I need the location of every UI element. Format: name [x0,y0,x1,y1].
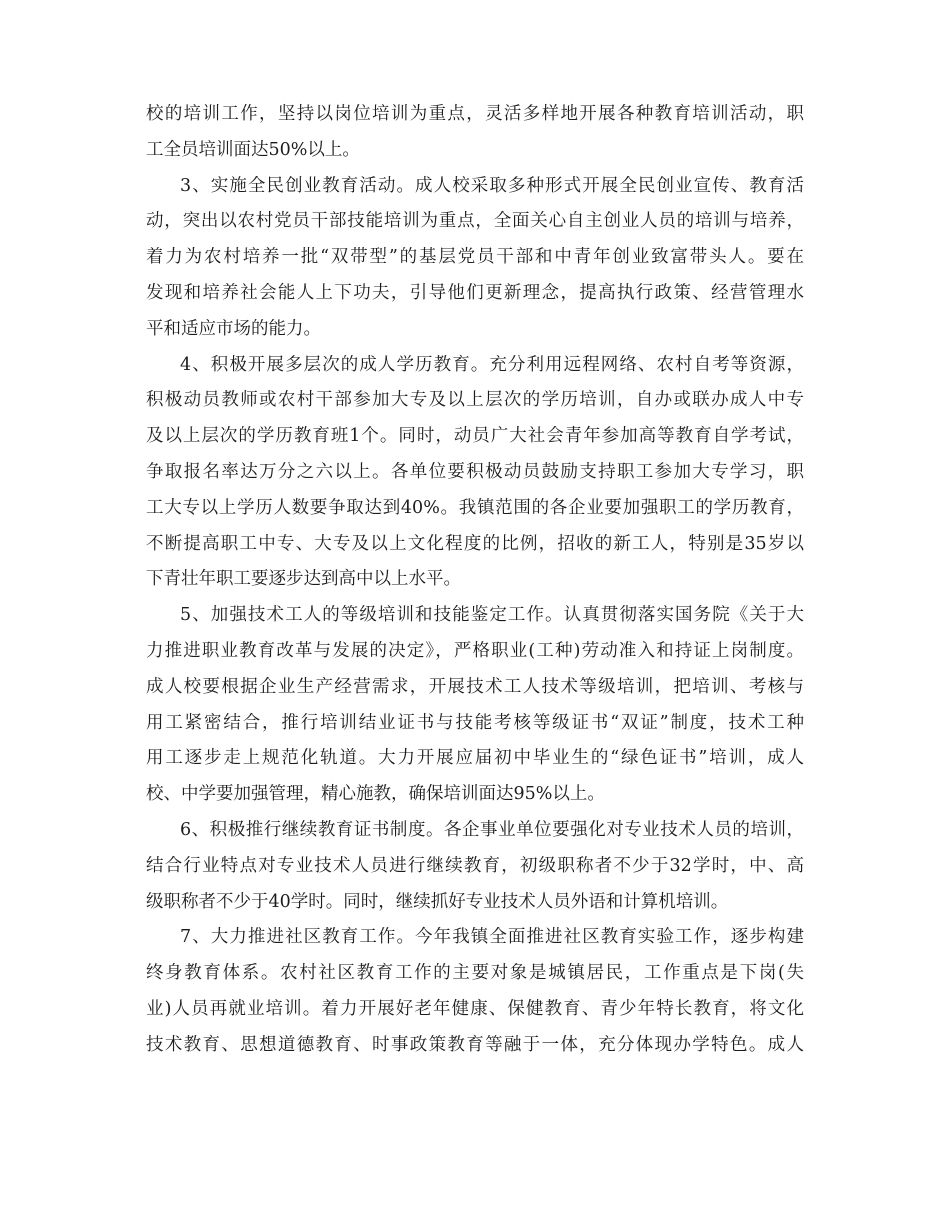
paragraph-line: 校的培训工作，坚持以岗位培训为重点，灵活多样地开展各种教育培训活动，职 [146,104,804,124]
paragraph-line: 用工紧密结合，推行培训结业证书与技能考核等级证书“双证”制度，技术工种 [146,713,804,733]
paragraph-first-line: 5、加强技术工人的等级培训和技能鉴定工作。认真贯彻落实国务院《关于大 [180,605,804,625]
paragraph-first-line: 6、积极推行继续教育证书制度。各企事业单位要强化对专业技术人员的培训， [180,820,804,840]
paragraph-line: 力推进职业教育改革与发展的决定》，严格职业(工种)劳动准入和持证上岗制度。 [146,641,804,661]
paragraph-line: 平和适应市场的能力。 [146,319,321,339]
paragraph-line: 发现和培养社会能人上下功夫，引导他们更新理念，提高执行政策、经营管理水 [146,283,804,303]
paragraph-line: 争取报名率达万分之六以上。各单位要积极动员鼓励支持职工参加大专学习，职 [146,462,804,482]
paragraph-line: 业)人员再就业培训。着力开展好老年健康、保健教育、青少年特长教育，将文化 [146,999,804,1019]
paragraph-line: 终身教育体系。农村社区教育工作的主要对象是城镇居民，工作重点是下岗(失 [146,963,804,983]
paragraph-line: 结合行业特点对专业技术人员进行继续教育，初级职称者不少于32学时，中、高 [146,856,804,876]
paragraph-line: 工大专以上学历人数要争取达到40%。我镇范围的各企业要加强职工的学历教育， [146,498,804,518]
paragraph-line: 及以上层次的学历教育班1个。同时，动员广大社会青年参加高等教育自学考试， [146,426,804,446]
paragraph-line: 成人校要根据企业生产经营需求，开展技术工人技术等级培训，把培训、考核与 [146,677,804,697]
paragraph-line: 校、中学要加强管理，精心施教，确保培训面达95%以上。 [146,784,605,804]
paragraph-first-line: 7、大力推进社区教育工作。今年我镇全面推进社区教育实验工作，逐步构建 [180,927,804,947]
paragraph-line: 动，突出以农村党员干部技能培训为重点，全面关心自主创业人员的培训与培养， [146,211,804,231]
paragraph-line: 用工逐步走上规范化轨道。大力开展应届初中毕业生的“绿色证书”培训，成人 [146,748,804,768]
paragraph-line: 工全员培训面达50%以上。 [146,140,360,160]
paragraph-first-line: 4、积极开展多层次的成人学历教育。充分利用远程网络、农村自考等资源， [180,355,804,375]
paragraph-line: 技术教育、思想道德教育、时事政策教育等融于一体，充分体现办学特色。成人 [146,1035,804,1055]
paragraph-line: 下青壮年职工要逐步达到高中以上水平。 [146,569,461,589]
paragraph-line: 不断提高职工中专、大专及以上文化程度的比例，招收的新工人，特别是35岁以 [146,534,804,554]
paragraph-line: 积极动员教师或农村干部参加大专及以上层次的学历培训，自办或联办成人中专 [146,390,804,410]
paragraph-line: 级职称者不少于40学时。同时，继续抓好专业技术人员外语和计算机培训。 [146,892,729,912]
paragraph-first-line: 3、实施全民创业教育活动。成人校采取多种形式开展全民创业宣传、教育活 [180,176,804,196]
paragraph-line: 着力为农村培养一批“双带型”的基层党员干部和中青年创业致富带头人。要在 [146,247,804,267]
